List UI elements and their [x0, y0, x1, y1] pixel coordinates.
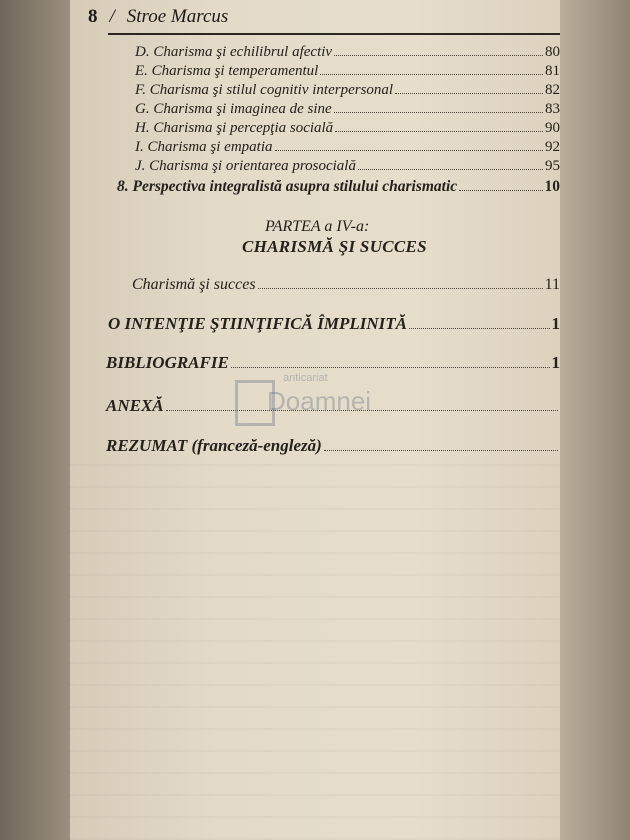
toc-entry-page: 82 [545, 82, 560, 98]
running-header [88, 6, 228, 28]
toc-entry-label: J. Charisma şi orientarea prosocială [135, 158, 356, 174]
toc-entry-page: 1 [551, 353, 560, 372]
dot-leader [395, 93, 543, 94]
dot-leader [409, 328, 550, 329]
watermark-text-small: anticariat [283, 372, 328, 384]
toc-entry-i [135, 139, 560, 156]
page-number: 8 [88, 6, 98, 27]
toc-entry-page: 95 [545, 158, 560, 174]
watermark-logo [235, 366, 395, 436]
toc-entry-page: 81 [545, 63, 560, 79]
toc-entry-g [135, 101, 560, 118]
toc-entry-label: Charismă şi succes [132, 276, 256, 293]
toc-entry-page: 1 [551, 314, 560, 333]
toc-entry-section-8 [117, 178, 560, 196]
toc-entry-label: I. Charisma şi empatia [135, 139, 273, 155]
toc-entry-label: G. Charisma şi imaginea de sine [135, 101, 332, 117]
toc-entry-page: 11 [544, 276, 560, 293]
toc-entry-label: E. Charisma şi temperamentul [135, 63, 319, 79]
dot-leader [358, 169, 543, 170]
toc-entry-label: BIBLIOGRAFIE [106, 353, 229, 372]
toc-entry-j [135, 158, 560, 175]
toc-entry-label: F. Charisma şi stilul cognitiv interpersonal [135, 82, 394, 98]
header-rule [108, 33, 560, 35]
toc-entry-e [135, 63, 560, 80]
watermark-text-large: Doamnei [267, 386, 372, 416]
dot-leader [320, 74, 543, 75]
toc-entry-label: REZUMAT [106, 436, 188, 455]
toc-entry-page: 92 [545, 139, 560, 155]
toc-entry-page: 80 [545, 44, 560, 60]
bleed-through-text [70, 460, 560, 840]
toc-entry-label: O INTENŢIE ŞTIINŢIFICĂ ÎMPLINITĂ [108, 314, 407, 333]
toc-entry-label: 8. Perspectiva integralistă asupra stilului charismatic [117, 178, 458, 195]
toc-entry-label: D. Charisma şi echilibrul afectiv [135, 44, 333, 60]
book-page [70, 0, 560, 840]
toc-entry-label: H. Charisma şi percepţia socială [135, 120, 334, 136]
page-edge [560, 0, 630, 840]
toc-entry-suffix: (franceză-engleză) [191, 436, 322, 455]
header-separator: / [109, 6, 115, 27]
toc-entry-page: 83 [545, 101, 560, 117]
dot-leader [324, 450, 558, 451]
toc-entry-intentie [108, 314, 560, 334]
dot-leader [334, 55, 543, 56]
toc-entry-h [135, 120, 560, 137]
toc-entry-label: ANEXĂ [106, 396, 164, 415]
toc-entry-page: 10 [544, 178, 560, 195]
toc-entry-page: 90 [545, 120, 560, 136]
toc-entry-rezumat [106, 436, 560, 456]
toc-entry-d [135, 44, 560, 61]
dot-leader [258, 288, 543, 289]
part-4-subtitle: CHARISMĂ ŞI SUCCES [242, 237, 427, 256]
toc-entry-part-4-item [132, 276, 560, 294]
dot-leader [459, 190, 542, 191]
book-spine-shadow [0, 0, 70, 840]
dot-leader [275, 150, 543, 151]
dot-leader [334, 112, 543, 113]
dot-leader [335, 131, 543, 132]
author-name: Stroe Marcus [126, 6, 229, 27]
toc-entry-f [135, 82, 560, 99]
part-4-title: PARTEA a IV-a: [265, 218, 370, 235]
